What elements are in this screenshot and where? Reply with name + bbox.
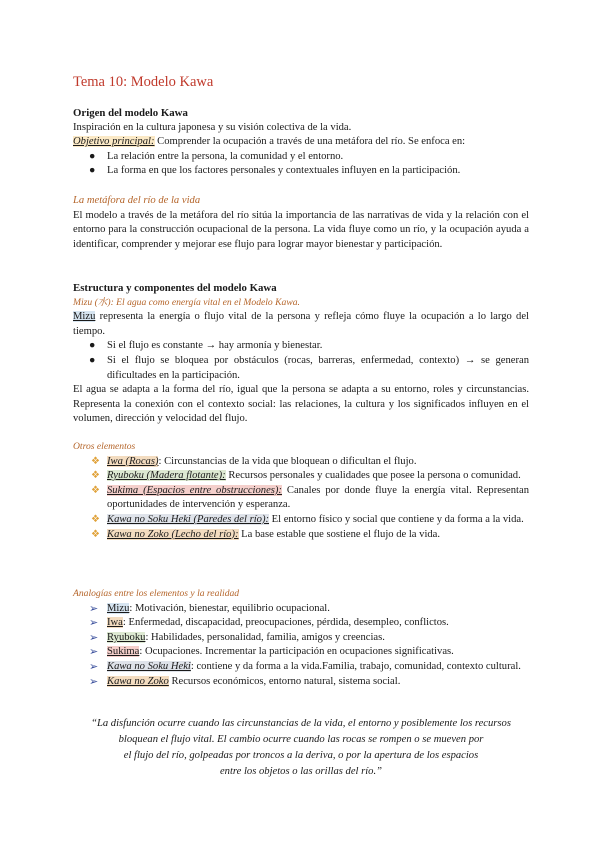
page-title: Tema 10: Modelo Kawa [73, 74, 214, 90]
objective-text: Comprender la ocupación a través de una metáfora del río. Se enfoca en: [154, 136, 466, 148]
water-paragraph: El agua se adapta a la forma del río, igual que la persona se adapta a su entorno, roles y circunstancias. Representa la conexión con el contexto social: las relaciones, la cultura y los significados influyen en el volumen, dirección y velocidad del flujo. [73, 384, 529, 425]
arrow-bullet-icon: ➢ [89, 646, 99, 659]
flow-bullet-list [73, 339, 529, 383]
bullet-icon: ● [89, 340, 96, 352]
origin-section [73, 106, 529, 179]
mizu-text: representa la energía o flujo vital de la persona y refleja cómo fluye la ocupación a lo largo del tiempo. [73, 311, 529, 337]
diamond-bullet-icon: ❖ [91, 455, 100, 467]
arrow-bullet-icon: ➢ [89, 617, 99, 630]
other-elements-section [73, 440, 529, 542]
mizu-paragraph [73, 310, 529, 339]
other-heading: Otros elementos [73, 441, 136, 452]
metaphor-heading: La metáfora del río de la vida [73, 195, 201, 206]
origin-line: Inspiración en la cultura japonesa y su visión colectiva de la vida. [73, 121, 352, 133]
diamond-bullet-icon: ❖ [91, 513, 100, 525]
diamond-bullet-icon: ❖ [91, 528, 100, 540]
list-item: ● Si el flujo es constante → hay armonía y bienestar. [73, 339, 529, 354]
list-item: ❖ Sukima (Espacios entre obstrucciones): Canales por donde fluye la energía vital. Representan oportunidades de intervención y esperanza. [91, 484, 529, 511]
list-item: ➢ Kawa no Zoko Recursos económicos, entorno natural, sistema social. [89, 675, 401, 688]
list-item: ➢ Kawa no Soku Heki: contiene y da forma a la vida.Familia, trabajo, comunidad, contexto cultural. [89, 660, 521, 673]
arrow-bullet-icon: ➢ [89, 660, 99, 673]
arrow-bullet-icon: ➢ [89, 602, 99, 615]
diamond-bullet-icon: ❖ [91, 484, 100, 496]
metaphor-text: El modelo a través de la metáfora del río sitúa la importancia de las narrativas de vida y la relación con el entorno para la construcción ocupacional de la persona. La vida fluye como un río, y la ocupación ayuda a identificar, comprender y mejorar ese flujo para lograr mayor bienestar y participación. [73, 209, 529, 250]
closing-quote: “La disfunción ocurre cuando las circunstancias de la vida, el entorno y posiblemente los recursos bloquean el flujo vital. El cambio ocurre cuando las rocas se rompen o se mueven por el flujo del río, golpeadas por troncos a la deriva, o por la apertura de los espacios entre los objetos o las orillas del río.” [91, 718, 511, 777]
objective-label: Objetivo principal: [73, 136, 155, 148]
arrow-bullet-icon: ➢ [89, 675, 99, 688]
arrow-bullet-icon: ➢ [89, 631, 99, 644]
list-item: ➢ Mizu: Motivación, bienestar, equilibrio ocupacional. [89, 602, 330, 615]
other-elements-list [73, 455, 529, 543]
analogies-list [73, 602, 529, 690]
origin-bullet-list [73, 150, 529, 179]
list-item: ❖ Kawa no Zoko (Lecho del río): La base estable que sostiene el flujo de la vida. [73, 528, 529, 543]
structure-section [73, 281, 529, 427]
list-item: ● La forma en que los factores personales y contextuales influyen en la participación. [73, 164, 529, 179]
list-item: ● La relación entre la persona, la comunidad y el entorno. [73, 150, 529, 165]
list-item: ❖ Iwa (Rocas): Circunstancias de la vida que bloquean o dificultan el flujo. [73, 455, 529, 470]
objective-line [73, 135, 529, 150]
diamond-bullet-icon: ❖ [91, 470, 100, 482]
analogies-heading: Analogías entre los elementos y la realidad [73, 588, 240, 599]
list-item: ● Si el flujo se bloquea por obstáculos (rocas, barreras, enfermedad, contexto) → se generan dificultades en la participación. [89, 354, 529, 381]
analogies-section [73, 587, 529, 689]
mizu-term: Mizu [73, 311, 96, 323]
list-item: ➢ Iwa: Enfermedad, discapacidad, preocupaciones, pérdida, desempleo, conflictos. [89, 617, 449, 630]
bullet-icon: ● [89, 354, 96, 366]
metaphor-section [73, 194, 529, 252]
list-item: ❖ Kawa no Soku Heki (Paredes del río): El entorno físico y social que contiene y da forma a la vida. [73, 513, 529, 528]
list-item: ➢ Sukima: Ocupaciones. Incrementar la participación en ocupaciones significativas. [89, 646, 454, 659]
mizu-subheading: Mizu (水): El agua como energía vital en el Modelo Kawa. [73, 296, 300, 308]
list-item: ➢ Ryuboku: Habilidades, personalidad, familia, amigos y creencias. [89, 631, 385, 644]
structure-heading: Estructura y componentes del modelo Kawa [73, 282, 277, 294]
origin-heading: Origen del modelo Kawa [73, 107, 188, 119]
bullet-icon: ● [89, 150, 96, 162]
list-item: ❖ Ryuboku (Madera flotante): Recursos personales y cualidades que posee la persona o comunidad. [73, 469, 529, 484]
bullet-icon: ● [89, 165, 96, 177]
